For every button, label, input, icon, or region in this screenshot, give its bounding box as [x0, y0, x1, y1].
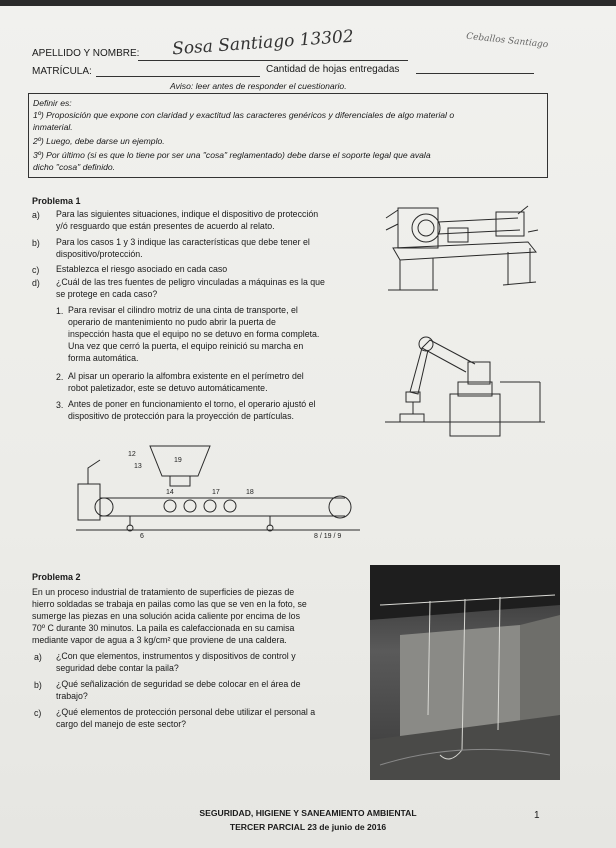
- item3-line1: Antes de poner en funcionamiento el torno, el operario ajustó el: [68, 399, 316, 409]
- p1-d-line2: se protege en cada caso?: [56, 289, 158, 299]
- p1-a-line1: Para las siguientes situaciones, indique el dispositivo de protección: [56, 209, 319, 219]
- label-18: 18: [246, 489, 254, 496]
- p2-text-line2: hierro soldadas se trabaja en pailas como las que se ven en la foto, se: [32, 599, 307, 609]
- step2-line: 2º) Luego, debe darse un ejemplo.: [33, 136, 165, 146]
- p2-b-line2: trabajo?: [56, 691, 88, 701]
- name-handwriting: Sosa Santiago 13302: [171, 26, 355, 60]
- matricula-label: MATRÍCULA:: [32, 66, 92, 77]
- p1-a-line2: y/ó resguardo que están presentes de acuerdo al relato.: [56, 221, 275, 231]
- problem1-title: Problema 1: [32, 196, 81, 206]
- step1-line2: inmaterial.: [33, 122, 73, 132]
- hopper-label: 19: [174, 457, 182, 464]
- p2-c-line1: ¿Qué elementos de protección personal debe utilizar el personal a: [56, 707, 316, 717]
- p2-text-line4: 70º C durante 30 minutos. La paila es calefaccionada en su camisa: [32, 623, 295, 633]
- step1-line1: 1º) Proposición que expone con claridad y exactitud las caracteres genéricos y diferenciales de algo material o: [33, 110, 455, 120]
- p2-c-line2: cargo del manejo de este sector?: [56, 719, 187, 729]
- sheets-line: [416, 73, 534, 74]
- p1-d-label: d): [32, 278, 40, 288]
- p1-b-line1: Para los casos 1 y 3 indique las características que debe tener el: [56, 237, 310, 247]
- item1-line2: operario de mantenimiento no pudo abrir la puerta de: [68, 317, 276, 327]
- name-line: [138, 60, 408, 61]
- instructions-title: Aviso: leer antes de responder el cuestionario.: [170, 81, 347, 91]
- label-17: 17: [212, 489, 220, 496]
- item3-line2: dispositivo de protección para la proyección de partículas.: [68, 411, 294, 421]
- p2-a-line2: seguridad debe contar la paila?: [56, 663, 179, 673]
- label-14: 14: [166, 489, 174, 496]
- name-label: APELLIDO Y NOMBRE:: [32, 48, 140, 59]
- p1-b-label: b): [32, 238, 40, 248]
- page-number: 1: [534, 810, 540, 821]
- label-12: 12: [128, 451, 136, 458]
- item3-number: 3.: [56, 400, 64, 410]
- p1-a-label: a): [32, 210, 40, 220]
- problem2-title: Problema 2: [32, 572, 81, 582]
- instructions-box: [28, 93, 548, 178]
- item1-line5: forma automática.: [68, 353, 139, 363]
- p1-d-line1: ¿Cuál de las tres fuentes de peligro vinculadas a máquinas es la que: [56, 277, 325, 287]
- p1-b-line2: dispositivo/protección.: [56, 249, 143, 259]
- robot-palletizer-illustration: [380, 322, 550, 447]
- p2-text-line1: En un proceso industrial de tratamiento de superficies de piezas de: [32, 587, 295, 597]
- label-bottom-right: 8 / 19 / 9: [314, 533, 342, 540]
- p2-b-line1: ¿Qué señalización de seguridad se debe colocar en el área de: [56, 679, 301, 689]
- item1-number: 1.: [56, 306, 64, 316]
- p1-c-line1: Establezca el riesgo asociado en cada caso: [56, 264, 228, 274]
- matricula-line: [96, 76, 260, 77]
- item2-number: 2.: [56, 372, 64, 382]
- item2-line2: robot paletizador, este se detuvo automáticamente.: [68, 383, 268, 393]
- scan-top-edge: [0, 0, 616, 6]
- label-13: 13: [134, 463, 142, 470]
- pickling-tank-photo: [370, 565, 560, 780]
- item1-line3: inspección hasta que el equipo no se detuvo en forma completa.: [68, 329, 320, 339]
- step3-line2: dicho "cosa" definido.: [33, 162, 116, 172]
- label-6: 6: [140, 533, 144, 540]
- item1-line4: Una vez que cerró la puerta, el equipo reinició su marcha en: [68, 341, 304, 351]
- footer-subject: SEGURIDAD, HIGIENE Y SANEAMIENTO AMBIENTAL: [199, 808, 417, 818]
- name-note-handwriting: Ceballos Santiago: [465, 31, 549, 51]
- p1-c-label: c): [32, 265, 40, 275]
- lathe-illustration: [378, 190, 548, 305]
- p2-text-line3: sumerge las piezas en una solución acida caliente por encima de los: [32, 611, 300, 621]
- conveyor-illustration: [70, 440, 370, 540]
- p2-b-label: b): [34, 680, 42, 690]
- sheets-label: Cantidad de hojas entregadas: [266, 64, 400, 75]
- p2-c-label: c): [34, 708, 42, 718]
- step3-line1: 3º) Por último (si es que lo tiene por ser una "cosa" reglamentado) debe darse el soporte legal que avala: [33, 150, 431, 160]
- p2-text-line5: mediante vapor de agua a 3 kg/cm² que proviene de una caldera.: [32, 635, 287, 645]
- define-label: Definir es:: [33, 98, 72, 108]
- item1-line1: Para revisar el cilindro motriz de una cinta de transporte, el: [68, 305, 298, 315]
- p2-a-label: a): [34, 652, 42, 662]
- p2-a-line1: ¿Con que elementos, instrumentos y dispositivos de control y: [56, 651, 296, 661]
- footer-exam: TERCER PARCIAL 23 de junio de 2016: [229, 822, 387, 832]
- item2-line1: Al pisar un operario la alfombra existente en el perímetro del: [68, 371, 304, 381]
